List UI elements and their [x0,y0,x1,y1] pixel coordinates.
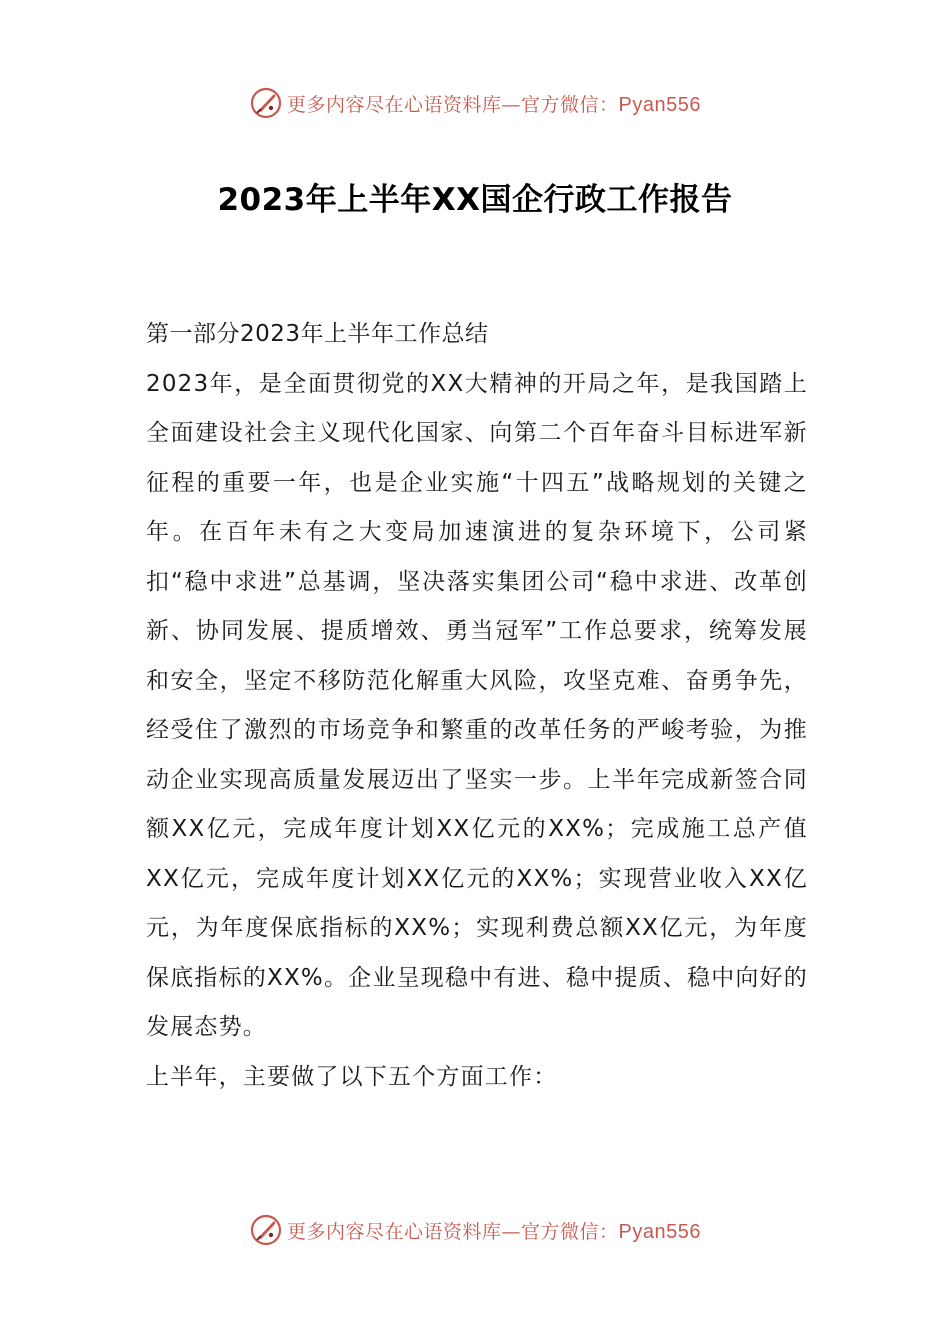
watermark-handle: Pyan556 [618,1220,701,1243]
footer-watermark [0,1210,950,1250]
watermark-text [287,90,701,117]
paragraph-intro-list: 上半年，主要做了以下五个方面工作： [146,1063,558,1090]
watermark-wechat-label: 官方微信： [521,93,619,116]
watermark-text [287,1217,701,1244]
document-body [146,310,808,1102]
watermark-dash: — [501,1220,522,1243]
watermark-handle: Pyan556 [618,93,701,116]
watermark-dash: — [501,93,522,116]
watermark-site: 更多内容尽在心语资料库 [287,1220,502,1243]
quill-logo-icon [249,1213,283,1247]
quill-logo-icon [249,86,283,120]
header-watermark [0,83,950,123]
paragraph-summary: 2023年，是全面贯彻党的XX大精神的开局之年，是我国踏上全面建设社会主义现代化国家、向第二个百年奋斗目标进军新征程的重要一年，也是企业实施“十四五”战略规划的关键之年。在百年未有之大变局加速演进的复杂环境下，公司紧扣“稳中求进”总基调，坚决落实集团公司“稳中求进、改革创新、协同发展、提质增效、勇当冠军”工作总要求，统筹发展和安全，坚定不移防范化解重大风险，攻坚克难、奋勇争先，经受住了激烈的市场竞争和繁重的改革任务的严峻考验，为推动企业实现高质量发展迈出了坚实一步。上半年完成新签合同额XX亿元，完成年度计划XX亿元的XX%；完成施工总产值XX亿元，完成年度计划XX亿元的XX%；实现营业收入XX亿元，为年度保底指标的XX%；实现利费总额XX亿元，为年度保底指标的XX%。企业呈现稳中有进、稳中提质、稳中向好的发展态势。 [146,370,808,1040]
document-title: 2023年上半年XX国企行政工作报告 [217,182,733,218]
watermark-site: 更多内容尽在心语资料库 [287,93,502,116]
watermark-wechat-label: 官方微信： [521,1220,619,1243]
section-heading: 第一部分2023年上半年工作总结 [146,321,489,347]
